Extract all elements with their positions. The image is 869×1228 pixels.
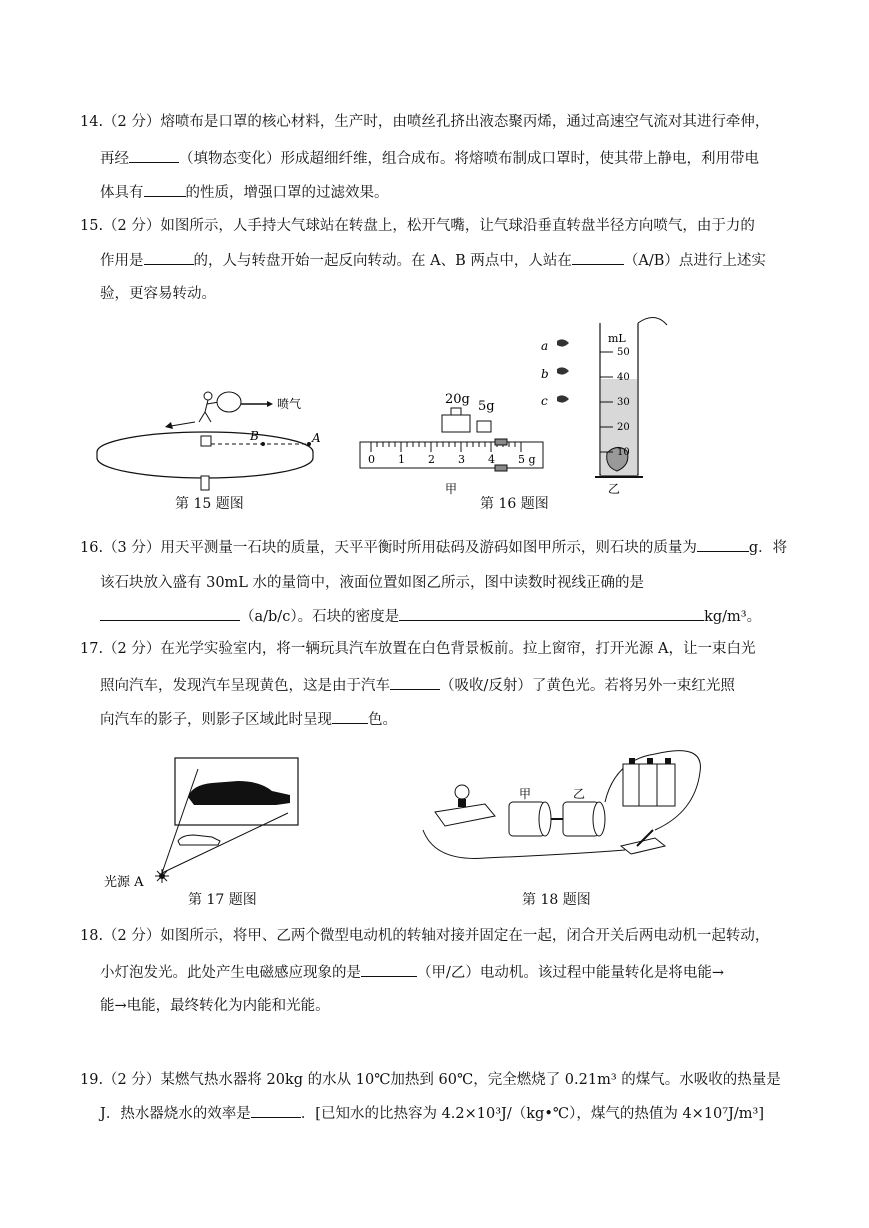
scale-tick-5: 5 g	[518, 453, 536, 466]
battery-icon	[623, 764, 675, 806]
motor-jia-label: 甲	[519, 787, 532, 801]
cylinder-tick-50: 50	[617, 347, 630, 358]
figure-15-caption: 第 15 题图	[175, 496, 244, 512]
label-jia: 甲	[445, 482, 458, 495]
q19-line-1: 19.（2 分）某燃气热水器将 20kg 的水从 10℃加热到 60℃，完全燃烧了 0.21m³ 的煤气。水吸收的热量是	[80, 1072, 781, 1088]
answer-blank[interactable]	[697, 537, 749, 552]
q17-line-3: 向汽车的影子，则影子区域此时呈现 色。	[100, 709, 397, 730]
figure-17	[100, 755, 310, 894]
eye-b-icon	[557, 367, 569, 374]
q18-line-1: 18.（2 分）如图所示，将甲、乙两个微型电动机的转轴对接并固定在一起，闭合开关后两电动机一起转动，	[80, 928, 770, 944]
q18-line-3: 能→电能，最终转化为内能和光能。	[100, 998, 330, 1014]
q16-line-3: （a/b/c）。石块的密度是 kg/m³。	[100, 606, 761, 627]
q15-line-2: 作用是 的，人与转盘开始一起反向转动。在 A、B 两点中，人站在 （A/B）点进行上述实	[100, 250, 766, 271]
q17-line-1: 17.（2 分）在光学实验室内，将一辆玩具汽车放置在白色背景板前。拉上窗帘，打开光源 A，让一束白光	[80, 641, 756, 657]
scale-tick-1: 1	[398, 453, 405, 466]
label-yi: 乙	[608, 482, 621, 495]
q16-line-2: 该石块放入盛有 30mL 水的量筒中，液面位置如图乙所示，图中读数时视线正确的是	[100, 575, 645, 591]
answer-blank[interactable]	[100, 606, 240, 621]
eye-c-icon	[557, 395, 569, 402]
q15-line-1: 15.（2 分）如图所示，人手持大气球站在转盘上，松开气嘴，让气球沿垂直转盘半径方向喷气，由于力的	[80, 218, 755, 234]
answer-blank[interactable]	[390, 675, 440, 690]
figure-15	[95, 380, 325, 499]
gas-label: 喷气	[277, 397, 302, 411]
eye-b-label: b	[541, 367, 549, 381]
answer-blank[interactable]	[251, 1103, 301, 1118]
q14-line-3: 体具有 的性质，增强口罩的过滤效果。	[100, 182, 389, 203]
q16-line-1: 16.（3 分）用天平测量一石块的质量，天平平衡时所用砝码及游码如图甲所示，则石块的质量为 g．将	[80, 537, 787, 558]
eye-a-icon	[557, 339, 569, 346]
motor-yi-label: 乙	[573, 787, 586, 801]
q19-line-2: J．热水器烧水的效率是 ．[已知水的比热容为 4.2×10³J/（kg•℃），煤气的热值为 4×10⁷J/m³]	[100, 1103, 764, 1124]
eye-a-label: a	[541, 339, 549, 353]
figure-17-caption: 第 17 题图	[188, 892, 257, 908]
scale-tick-0: 0	[368, 453, 375, 466]
scale-tick-4: 4	[488, 453, 495, 466]
q14-line-2: 再经 （填物态变化）形成超细纤维，组合成布。将熔喷布制成口罩时，使其带上静电，利用带电	[100, 148, 759, 169]
cylinder-unit: mL	[608, 332, 626, 345]
eye-c-label: c	[541, 394, 548, 408]
weight-20g-label: 20g	[445, 392, 470, 407]
bulb-icon	[455, 785, 469, 799]
weight-5g-label: 5g	[478, 399, 495, 414]
answer-blank[interactable]	[332, 709, 368, 724]
q14-line-1: 14.（2 分）熔喷布是口罩的核心材料，生产时，由喷丝孔挤出液态聚丙烯，通过高速空气流对其进行牵伸，	[80, 114, 770, 130]
figure-16	[355, 315, 675, 499]
answer-blank[interactable]	[144, 182, 186, 197]
cylinder-tick-40: 40	[617, 372, 630, 383]
scale-tick-3: 3	[458, 453, 465, 466]
answer-blank[interactable]	[129, 148, 179, 163]
answer-blank[interactable]	[399, 606, 704, 621]
q18-line-2: 小灯泡发光。此处产生电磁感应现象的是 （甲/乙）电动机。该过程中能量转化是将电能→	[100, 962, 724, 983]
scale-tick-2: 2	[428, 453, 435, 466]
figure-16-caption: 第 16 题图	[480, 496, 549, 512]
answer-blank[interactable]	[572, 250, 624, 265]
light-source-label: 光源 A	[104, 875, 144, 890]
cylinder-tick-30: 30	[617, 397, 630, 408]
cylinder-tick-20: 20	[617, 422, 630, 433]
answer-blank[interactable]	[361, 962, 417, 977]
figure-18	[415, 742, 715, 886]
figure-18-caption: 第 18 题图	[522, 892, 591, 908]
point-b-label: B	[250, 429, 259, 443]
q15-line-3: 验，更容易转动。	[100, 286, 216, 302]
answer-blank[interactable]	[144, 250, 194, 265]
q17-line-2: 照向汽车，发现汽车呈现黄色，这是由于汽车 （吸收/反射）了黄色光。若将另外一束红光照	[100, 675, 735, 696]
cylinder-tick-10: 10	[617, 447, 630, 458]
point-a-label: A	[312, 431, 321, 445]
